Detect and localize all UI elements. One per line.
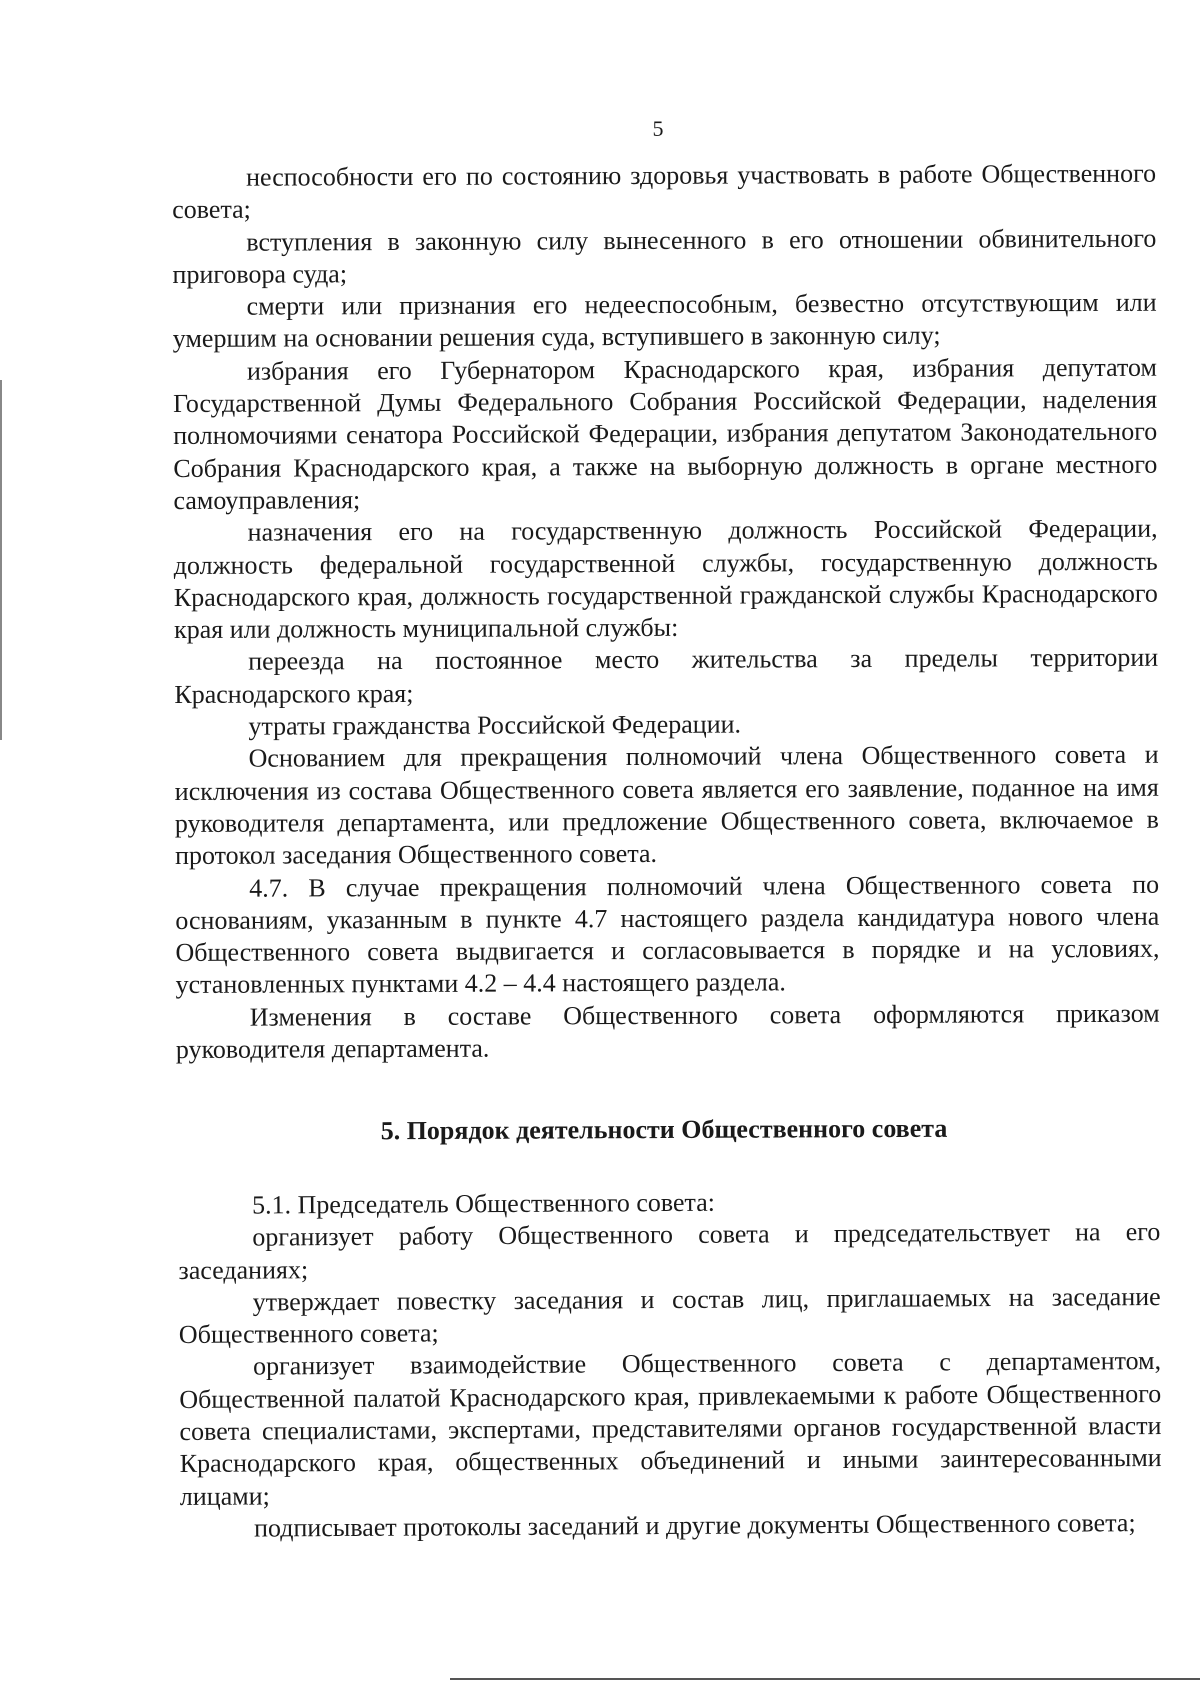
- paragraph-signs-protocols: подписывает протоколы заседаний и другие документы Общественного совета;: [253, 1508, 1136, 1543]
- paragraph-relocation: переезда на постоянное место жительства за пределы территории Краснодарского края;: [174, 643, 1159, 709]
- document-body-top: [172, 158, 1160, 1067]
- scan-bottom-edge: [450, 1678, 1200, 1680]
- paragraph-incapacity: неспособности его по состоянию здоровья участвовать в работе Общественного совета;: [172, 158, 1157, 225]
- paragraph-5-1: 5.1. Председатель Общественного совета:: [252, 1187, 716, 1220]
- paragraph-death: смерти или признания его недееспособным, безвестно отсутствующим или умершим на основании решения суда, вступившего в законную силу;: [172, 287, 1157, 354]
- paragraph-citizenship: утраты гражданства Российской Федерации.: [248, 709, 742, 741]
- scan-left-edge: [0, 380, 2, 740]
- document-body-bottom: [178, 1184, 1162, 1545]
- paragraph-changes: Изменения в составе Общественного совета оформляются приказом руководителя департамента.: [175, 998, 1160, 1065]
- paragraph-appointment: назначения его на государственную должность Российской Федерации, должность федеральной государственной службы, государственную должность Краснодарского края, должность государственной гражданской службы Краснодарского края или должность муниципальной службы:: [173, 513, 1158, 645]
- section-heading: 5. Порядок деятельности Общественного совета: [380, 1113, 948, 1146]
- paragraph-election: избрания его Губернатором Краснодарского края, избрания депутатом Государственной Думы Федерального Собрания Российской Федерации, наделения полномочиями сенатора Российской Федерации, избрания депутатом Законодательного Собрания Краснодарского края, а также на выборную должность в органе местного самоуправления;: [172, 352, 1158, 515]
- page-number: 5: [652, 116, 664, 141]
- paragraph-grounds: Основанием для прекращения полномочий члена Общественного совета и исключения из состава Общественного совета является его заявление, поданное на имя руководителя департамента, или предложение Общественного совета, включаемое в протокол заседания Общественного совета.: [174, 740, 1159, 871]
- paragraph-4-7: 4.7. В случае прекращения полномочий члена Общественного совета по основаниям, указанным в пункте 4.7 настоящего раздела кандидатура нового члена Общественного совета выдвигается и согласовывается в порядке и на условиях, установленных пунктами 4.2 – 4.4 настоящего раздела.: [175, 869, 1160, 1000]
- paragraph-organizes-work: организует работу Общественного совета и председательствует на его заседаниях;: [178, 1217, 1161, 1285]
- paragraph-agenda: утверждает повестку заседания и состав лиц, приглашаемых на заседание Общественного совета;: [178, 1281, 1161, 1350]
- paragraph-conviction: вступления в законную силу вынесенного в его отношении обвинительного приговора суда;: [172, 223, 1157, 289]
- paragraph-interaction: организует взаимодействие Общественного совета с департаментом, Общественной палатой Краснодарского края, привлекаемыми к работе Общественного совета специалистами, экспертами, представителями органов государственной власти Краснодарского края, общественных объединений и иными заинтересованными лицами;: [179, 1346, 1162, 1511]
